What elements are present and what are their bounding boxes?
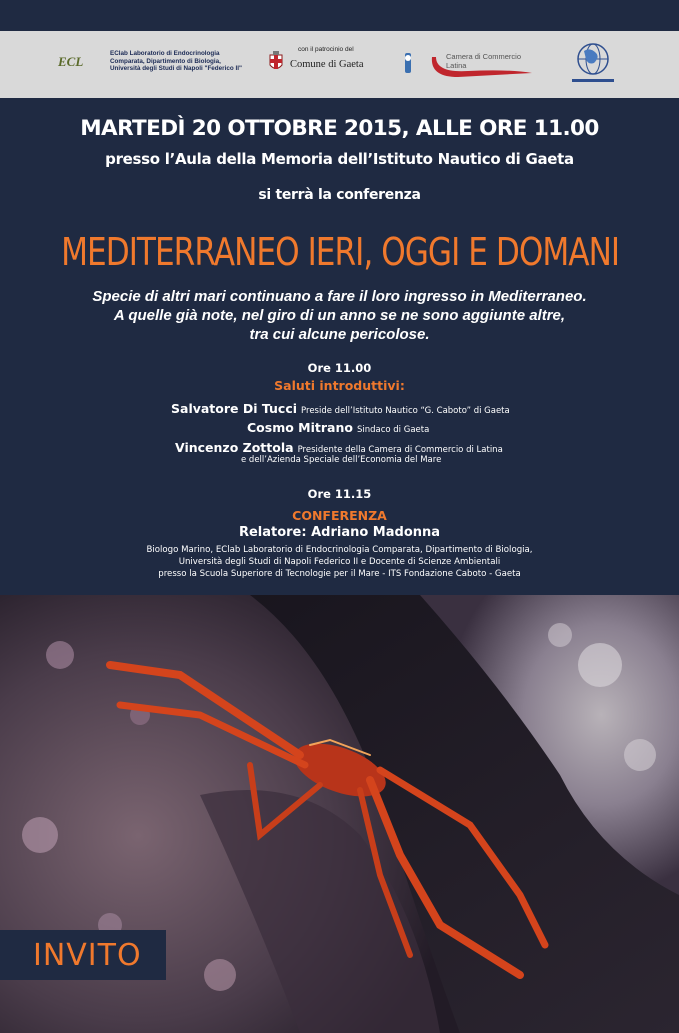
session1-heading: Saluti introduttivi: (274, 378, 405, 393)
speaker-name: Vincenzo Zottola (175, 440, 294, 455)
eclab-mark: ECL (58, 54, 84, 69)
event-place: presso l’Aula della Memoria dell’Istituto Nautico di Gaeta (105, 150, 574, 168)
camera-text: Camera di Commercio Latina (446, 52, 522, 70)
conference-subtitle: Specie di altri mari continuano a fare il loro ingresso in Mediterraneo. A quelle già note, nel giro di un anno se ne sono aggiunte altre, tra cui alcune pericolose. (92, 288, 587, 343)
session1-time: Ore 11.00 (307, 361, 372, 375)
speaker-row (175, 437, 503, 456)
event-intro: si terrà la conferenza (258, 187, 421, 203)
speaker-role-extra: e dell’Azienda Speciale dell’Economia del Mare (241, 455, 442, 465)
comune-label: Comune di Gaeta (290, 59, 364, 70)
speaker-name: Cosmo Mitrano (247, 420, 353, 435)
speaker-role: Sindaco di Gaeta (356, 425, 430, 435)
logo-bar (0, 31, 679, 98)
patrocinio-label: con il patrocinio del (298, 46, 354, 53)
eclab-text: EClab Laboratorio di Endocrinologia Comparata, Dipartimento di Biologia, Università degli Studi di Napoli "Federico II" (110, 50, 242, 73)
event-date: MARTEDÌ 20 OTTOBRE 2015, ALLE ORE 11.00 (80, 116, 599, 141)
relatore: Relatore: Adriano Madonna (238, 525, 441, 540)
camera-commercio-logo (400, 45, 540, 85)
conference-title: MEDITERRANEO IERI, OGGI E DOMANI (61, 230, 620, 274)
speaker-row (247, 417, 429, 436)
invito-text: INVITO (33, 938, 142, 973)
speaker-row (171, 398, 510, 417)
speaker-role: Preside dell’Istituto Nautico “G. Caboto” di Gaeta (301, 406, 510, 416)
comune-gaeta-logo (268, 43, 378, 87)
camera-emblem-icon (400, 51, 416, 75)
gaeta-shield-icon (268, 51, 284, 73)
eclab-logo (58, 46, 258, 86)
speaker-name: Salvatore Di Tucci (171, 401, 298, 416)
speaker-role: Presidente della Camera di Commercio di Latina (297, 445, 503, 455)
session2-time: Ore 11.15 (307, 487, 372, 501)
session2-heading: CONFERENZA (292, 508, 387, 523)
globe-logo-icon (566, 37, 620, 89)
top-band (0, 0, 679, 31)
invito-label (0, 930, 166, 980)
speaker-bio: Biologo Marino, EClab Laboratorio di Endocrinologia Comparata, Dipartimento di Biologia, Università degli Studi di Napoli Federico II e Docente di Scienze Ambientali presso la Scuola Superiore di Tecnologie per il Mare - ITS Fondazione Caboto - Gaeta (146, 545, 533, 579)
